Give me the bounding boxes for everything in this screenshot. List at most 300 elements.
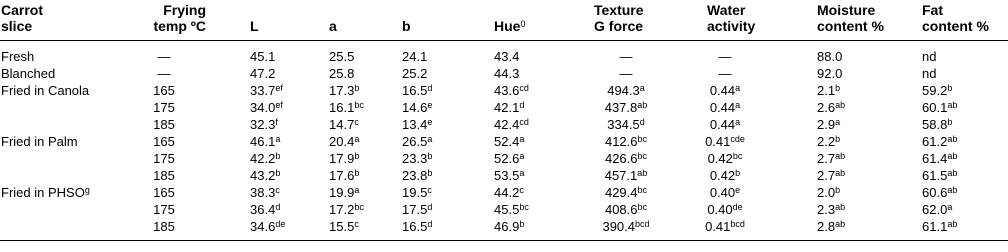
cell-a-significance-letter: c	[354, 117, 359, 127]
cell-a-value: 16.1	[329, 100, 355, 115]
cell-hue-significance-letter: a	[519, 151, 525, 161]
header-texture	[594, 2, 644, 34]
cell-water-activity	[703, 133, 747, 150]
cell-L-significance-letter: ef	[275, 83, 283, 93]
cell-moisture	[817, 218, 845, 235]
cell-fat-significance-letter: b	[947, 117, 953, 127]
cell-fat	[922, 218, 957, 235]
cell-moisture-significance-letter: ab	[835, 151, 846, 161]
row-label-significance-letter: g	[84, 185, 90, 195]
cell-b-significance-letter: a	[427, 134, 433, 144]
cell-a-value: 25.8	[329, 66, 355, 81]
cell-a	[329, 184, 359, 201]
cell-fat-value: 59.2	[922, 83, 948, 98]
cell-fat	[922, 133, 957, 150]
cell-frying-temp-value: 175	[153, 202, 175, 217]
cell-water-activity-significance-letter: a	[735, 83, 741, 93]
cell-water-activity-significance-letter: bcd	[730, 219, 745, 229]
cell-L	[250, 65, 275, 82]
cell-b-value: 26.5	[402, 134, 428, 149]
cell-L-value: 46.1	[250, 134, 276, 149]
header-frying-temp	[140, 2, 206, 34]
cell-a-value: 14.7	[329, 117, 355, 132]
table-row	[0, 65, 1008, 82]
cell-fat	[922, 65, 936, 82]
cell-L-value: 32.3	[250, 117, 276, 132]
bottom-divider	[0, 240, 1008, 241]
cell-water-activity-value: 0.42	[707, 151, 733, 166]
cell-L	[250, 116, 278, 133]
cell-a-value: 20.4	[329, 134, 355, 149]
cell-frying-temp	[140, 184, 188, 201]
header-divider	[0, 40, 1008, 41]
cell-L-value: 42.2	[250, 151, 276, 166]
cell-hue-value: 52.4	[494, 134, 520, 149]
cell-texture-value: 412.6	[604, 134, 638, 149]
cell-L-significance-letter: a	[275, 134, 281, 144]
cell-hue-significance-letter: bc	[519, 202, 529, 212]
row-label	[1, 48, 34, 65]
cell-fat-significance-letter: b	[947, 83, 953, 93]
cell-fat-significance-letter: ab	[947, 134, 958, 144]
cell-frying-temp	[140, 133, 188, 150]
table-row	[0, 48, 1008, 65]
cell-frying-temp-value: 185	[153, 117, 175, 132]
cell-fat-value: 61.5	[922, 168, 948, 183]
cell-hue-value: 44.2	[494, 185, 520, 200]
cell-b	[402, 116, 432, 133]
cell-moisture-value: 88.0	[817, 49, 843, 64]
cell-water-activity	[703, 99, 747, 116]
cell-texture-significance-letter: d	[639, 117, 645, 127]
cell-texture	[594, 201, 658, 218]
cell-b-significance-letter: c	[427, 185, 432, 195]
cell-texture-value: —	[619, 66, 633, 81]
cell-water-activity	[703, 201, 747, 218]
cell-L-significance-letter: d	[275, 202, 281, 212]
header-frying-temp-line2: temp ºC	[153, 18, 206, 34]
cell-water-activity	[703, 184, 747, 201]
cell-a-significance-letter: c	[354, 219, 359, 229]
cell-L-value: 33.7	[250, 83, 276, 98]
cell-hue-significance-letter: c	[519, 185, 524, 195]
table-row	[0, 201, 1008, 218]
row-label-value: Fresh	[1, 49, 35, 64]
cell-b-significance-letter: e	[427, 100, 433, 110]
cell-water-activity-significance-letter: a	[735, 100, 741, 110]
cell-a-significance-letter: a	[354, 134, 360, 144]
cell-water-activity-value: —	[718, 66, 732, 81]
cell-L-significance-letter: b	[275, 151, 281, 161]
cell-water-activity	[703, 48, 747, 65]
cell-water-activity	[703, 167, 747, 184]
header-water-activity-line2: activity	[707, 18, 756, 34]
cell-hue	[494, 82, 529, 99]
cell-hue-significance-letter: a	[519, 168, 525, 178]
cell-b-value: 13.4	[402, 117, 428, 132]
cell-a	[329, 116, 359, 133]
table-row	[0, 82, 1008, 99]
cell-hue	[494, 218, 524, 235]
cell-L-value: 34.6	[250, 219, 276, 234]
cell-fat-value: 60.1	[922, 100, 948, 115]
cell-hue-significance-letter: cd	[519, 83, 529, 93]
cell-moisture	[817, 133, 840, 150]
cell-moisture-value: 2.6	[817, 100, 836, 115]
cell-L-value: 45.1	[250, 49, 276, 64]
cell-a	[329, 65, 354, 82]
cell-texture-value: 429.4	[604, 185, 638, 200]
cell-moisture-significance-letter: ab	[835, 100, 846, 110]
cell-b-value: 14.6	[402, 100, 428, 115]
cell-b-significance-letter: d	[427, 202, 433, 212]
cell-hue	[494, 99, 524, 116]
table-row	[0, 167, 1008, 184]
cell-b	[402, 167, 432, 184]
cell-L-value: 38.3	[250, 185, 276, 200]
cell-frying-temp-value: 165	[153, 185, 175, 200]
cell-a-value: 17.9	[329, 151, 355, 166]
cell-moisture-significance-letter: ab	[835, 168, 846, 178]
cell-a-significance-letter: bc	[354, 202, 364, 212]
cell-fat-value: 61.1	[922, 219, 948, 234]
cell-b	[402, 201, 432, 218]
cell-moisture-significance-letter: b	[835, 134, 841, 144]
cell-a	[329, 150, 359, 167]
cell-frying-temp	[140, 82, 188, 99]
cell-b	[402, 99, 432, 116]
cell-water-activity-significance-letter: b	[735, 168, 741, 178]
cell-moisture	[817, 150, 845, 167]
row-label-value: Fried in Palm	[1, 134, 78, 149]
cell-hue-value: 44.3	[494, 66, 520, 81]
cell-b-value: 25.2	[402, 66, 428, 81]
cell-water-activity-significance-letter: de	[732, 202, 743, 212]
cell-moisture	[817, 82, 840, 99]
cell-frying-temp	[140, 99, 188, 116]
cell-moisture-value: 2.7	[817, 151, 836, 166]
cell-texture	[594, 99, 658, 116]
cell-b	[402, 65, 427, 82]
header-frying-temp-line1: Frying	[163, 2, 206, 18]
cell-moisture-value: 2.9	[817, 117, 836, 132]
cell-texture	[594, 218, 658, 235]
header-b: b	[402, 18, 411, 34]
cell-a-value: 25.5	[329, 49, 355, 64]
cell-b-value: 16.5	[402, 219, 428, 234]
cell-water-activity	[703, 65, 747, 82]
cell-frying-temp	[140, 116, 188, 133]
cell-texture-value: 457.1	[604, 168, 638, 183]
cell-L	[250, 82, 283, 99]
cell-frying-temp-value: 175	[153, 151, 175, 166]
cell-frying-temp	[140, 65, 188, 82]
cell-hue-significance-letter: d	[519, 100, 525, 110]
cell-a	[329, 99, 364, 116]
cell-a-significance-letter: bc	[354, 100, 364, 110]
cell-moisture	[817, 99, 845, 116]
cell-b-significance-letter: b	[427, 151, 433, 161]
cell-texture	[594, 65, 658, 82]
cell-a-value: 15.5	[329, 219, 355, 234]
header-texture-line2: G force	[594, 18, 644, 34]
table-row	[0, 150, 1008, 167]
cell-water-activity-significance-letter: a	[735, 117, 741, 127]
cell-fat	[922, 99, 957, 116]
cell-L	[250, 201, 280, 218]
cell-L-significance-letter: f	[275, 117, 278, 127]
cell-hue	[494, 133, 524, 150]
cell-texture-significance-letter: bcd	[635, 219, 650, 229]
cell-a-significance-letter: b	[354, 168, 360, 178]
cell-L	[250, 184, 280, 201]
cell-texture	[594, 82, 658, 99]
cell-hue-value: 42.1	[494, 100, 520, 115]
cell-texture-value: 390.4	[602, 219, 636, 234]
cell-b-significance-letter: b	[427, 168, 433, 178]
cell-texture	[594, 116, 658, 133]
cell-a	[329, 218, 359, 235]
cell-moisture-significance-letter: b	[835, 185, 841, 195]
cell-fat-value: 58.8	[922, 117, 948, 132]
cell-hue-value: 45.5	[494, 202, 520, 217]
cell-fat-significance-letter: ab	[947, 100, 958, 110]
header-a: a	[329, 18, 337, 34]
cell-b-significance-letter: e	[427, 117, 433, 127]
cell-L	[250, 99, 283, 116]
cell-fat-value: 62.0	[922, 202, 948, 217]
cell-a	[329, 48, 354, 65]
cell-frying-temp-value: 185	[153, 219, 175, 234]
table-row	[0, 116, 1008, 133]
cell-texture-value: —	[619, 49, 633, 64]
cell-fat-significance-letter: ab	[947, 168, 958, 178]
cell-hue	[494, 201, 529, 218]
cell-moisture-value: 2.2	[817, 134, 836, 149]
header-water-activity	[707, 2, 755, 34]
cell-frying-temp	[140, 218, 188, 235]
cell-moisture-value: 2.7	[817, 168, 836, 183]
row-label-value: Fried in PHSO	[1, 185, 85, 200]
cell-texture-value: 437.8	[604, 100, 638, 115]
cell-water-activity-value: 0.40	[709, 185, 736, 200]
row-label-value: Blanched	[1, 66, 56, 81]
row-label	[1, 82, 89, 99]
cell-texture-value: 334.5	[607, 117, 640, 132]
cell-fat-value: 61.2	[922, 134, 948, 149]
table-row	[0, 184, 1008, 201]
header-carrot-slice-line2: slice	[1, 18, 33, 34]
cell-frying-temp-value: 165	[153, 134, 175, 149]
cell-fat-significance-letter: ab	[947, 185, 958, 195]
cell-moisture-value: 2.0	[817, 185, 836, 200]
cell-texture-value: 426.6	[604, 151, 638, 166]
cell-water-activity	[703, 116, 747, 133]
table-row	[0, 133, 1008, 150]
cell-L	[250, 218, 285, 235]
cell-texture-value: 408.6	[604, 202, 638, 217]
cell-frying-temp	[140, 167, 188, 184]
cell-b	[402, 82, 432, 99]
cell-b	[402, 150, 432, 167]
cell-moisture-significance-letter: ab	[835, 219, 846, 229]
cell-texture	[594, 184, 658, 201]
cell-water-activity-value: —	[718, 49, 732, 64]
cell-moisture-value: 92.0	[817, 66, 843, 81]
cell-texture-significance-letter: bc	[637, 185, 648, 195]
cell-frying-temp-value: —	[157, 66, 171, 81]
cell-hue	[494, 167, 524, 184]
cell-moisture	[817, 116, 840, 133]
cell-frying-temp	[140, 150, 188, 167]
cell-fat	[922, 82, 952, 99]
cell-moisture-value: 2.3	[817, 202, 836, 217]
cell-fat-value: nd	[922, 49, 937, 64]
cell-b-value: 19.5	[402, 185, 428, 200]
cell-hue	[494, 150, 524, 167]
cell-L-significance-letter: c	[275, 185, 280, 195]
cell-fat-value: nd	[922, 66, 937, 81]
cell-texture	[594, 48, 658, 65]
cell-b-value: 17.5	[402, 202, 428, 217]
cell-fat	[922, 116, 952, 133]
cell-a-value: 17.3	[329, 83, 355, 98]
cell-b-significance-letter: d	[427, 83, 433, 93]
cell-hue	[494, 48, 519, 65]
cell-texture-significance-letter: a	[639, 83, 645, 93]
cell-L-significance-letter: de	[275, 219, 286, 229]
cell-a-significance-letter: a	[354, 185, 360, 195]
cell-water-activity-value: 0.41	[705, 134, 731, 149]
cell-hue-value: 53.5	[494, 168, 520, 183]
cell-b	[402, 184, 432, 201]
row-label-value: Fried in Canola	[1, 83, 90, 98]
row-label	[1, 133, 78, 150]
cell-b	[402, 48, 427, 65]
header-L: L	[250, 18, 259, 34]
table-row	[0, 99, 1008, 116]
cell-fat	[922, 201, 952, 218]
cell-moisture	[817, 184, 840, 201]
cell-hue	[494, 65, 519, 82]
cell-L	[250, 48, 275, 65]
header-water-activity-line1: Water	[707, 2, 746, 18]
cell-a-value: 17.6	[329, 168, 355, 183]
cell-water-activity-value: 0.44	[709, 100, 736, 115]
header-texture-line1: Texture	[594, 2, 644, 18]
header-fat-content	[922, 2, 989, 34]
cell-water-activity	[703, 82, 747, 99]
cell-a-value: 19.9	[329, 185, 355, 200]
cell-texture	[594, 150, 658, 167]
cell-a-significance-letter: b	[354, 151, 360, 161]
cell-moisture-significance-letter: ab	[835, 202, 846, 212]
cell-water-activity-value: 0.44	[709, 117, 736, 132]
cell-texture-significance-letter: bc	[637, 134, 648, 144]
cell-L	[250, 150, 280, 167]
cell-a	[329, 82, 359, 99]
cell-moisture	[817, 48, 842, 65]
cell-b-significance-letter: d	[427, 219, 433, 229]
cell-fat-significance-letter: a	[947, 202, 953, 212]
cell-moisture-significance-letter: b	[835, 83, 841, 93]
cell-hue-significance-letter: b	[519, 219, 525, 229]
cell-b	[402, 218, 432, 235]
cell-fat	[922, 167, 957, 184]
cell-frying-temp-value: 185	[153, 168, 175, 183]
cell-fat-value: 60.6	[922, 185, 948, 200]
header-hue-label: Hue	[494, 18, 521, 34]
cell-fat	[922, 48, 936, 65]
cell-texture-significance-letter: bc	[637, 202, 648, 212]
cell-hue-value: 43.4	[494, 49, 520, 64]
header-hue	[494, 18, 525, 34]
cell-frying-temp	[140, 48, 188, 65]
cell-hue-significance-letter: cd	[519, 117, 529, 127]
cell-L	[250, 133, 280, 150]
cell-hue-value: 46.9	[494, 219, 520, 234]
cell-L-value: 34.0	[250, 100, 276, 115]
row-label	[1, 65, 55, 82]
header-carrot-slice-line1: Carrot	[1, 2, 44, 18]
cell-texture-value: 494.3	[607, 83, 640, 98]
cell-frying-temp-value: 175	[153, 100, 175, 115]
header-moisture-content	[817, 2, 884, 34]
cell-fat	[922, 150, 957, 167]
cell-a	[329, 167, 359, 184]
cell-hue-significance-letter: a	[519, 134, 525, 144]
cell-frying-temp	[140, 201, 188, 218]
cell-b-value: 23.8	[402, 168, 428, 183]
row-label	[1, 184, 90, 201]
cell-a-value: 17.2	[329, 202, 355, 217]
cell-moisture	[817, 201, 845, 218]
header-hue-superscript: 0	[520, 19, 526, 29]
cell-L-value: 47.2	[250, 66, 276, 81]
cell-L-significance-letter: b	[275, 168, 281, 178]
cell-water-activity-value: 0.41	[705, 219, 731, 234]
cell-moisture	[817, 65, 842, 82]
cell-L-significance-letter: ef	[275, 100, 283, 110]
cell-a	[329, 201, 364, 218]
cell-water-activity-significance-letter: bc	[732, 151, 743, 161]
cell-L-value: 43.2	[250, 168, 276, 183]
cell-moisture-value: 2.1	[817, 83, 836, 98]
cell-texture-significance-letter: ab	[637, 100, 648, 110]
header-moisture-content-line2: content %	[817, 18, 884, 34]
cell-water-activity-significance-letter: e	[735, 185, 741, 195]
cell-fat-significance-letter: ab	[947, 151, 958, 161]
cell-hue	[494, 184, 524, 201]
cell-texture	[594, 167, 658, 184]
cell-a-significance-letter: b	[354, 83, 360, 93]
cell-b	[402, 133, 432, 150]
cell-b-value: 23.3	[402, 151, 428, 166]
cell-fat-value: 61.4	[922, 151, 948, 166]
cell-moisture	[817, 167, 845, 184]
cell-L	[250, 167, 280, 184]
cell-water-activity-value: 0.42	[709, 168, 736, 183]
cell-fat-significance-letter: ab	[947, 219, 958, 229]
cell-hue-value: 43.6	[494, 83, 520, 98]
cell-moisture-value: 2.8	[817, 219, 836, 234]
cell-water-activity-value: 0.44	[709, 83, 736, 98]
cell-hue-value: 42.4	[494, 117, 520, 132]
cell-water-activity-value: 0.40	[707, 202, 733, 217]
cell-water-activity	[703, 150, 747, 167]
header-fat-content-line2: content %	[922, 18, 989, 34]
cell-L-value: 36.4	[250, 202, 276, 217]
